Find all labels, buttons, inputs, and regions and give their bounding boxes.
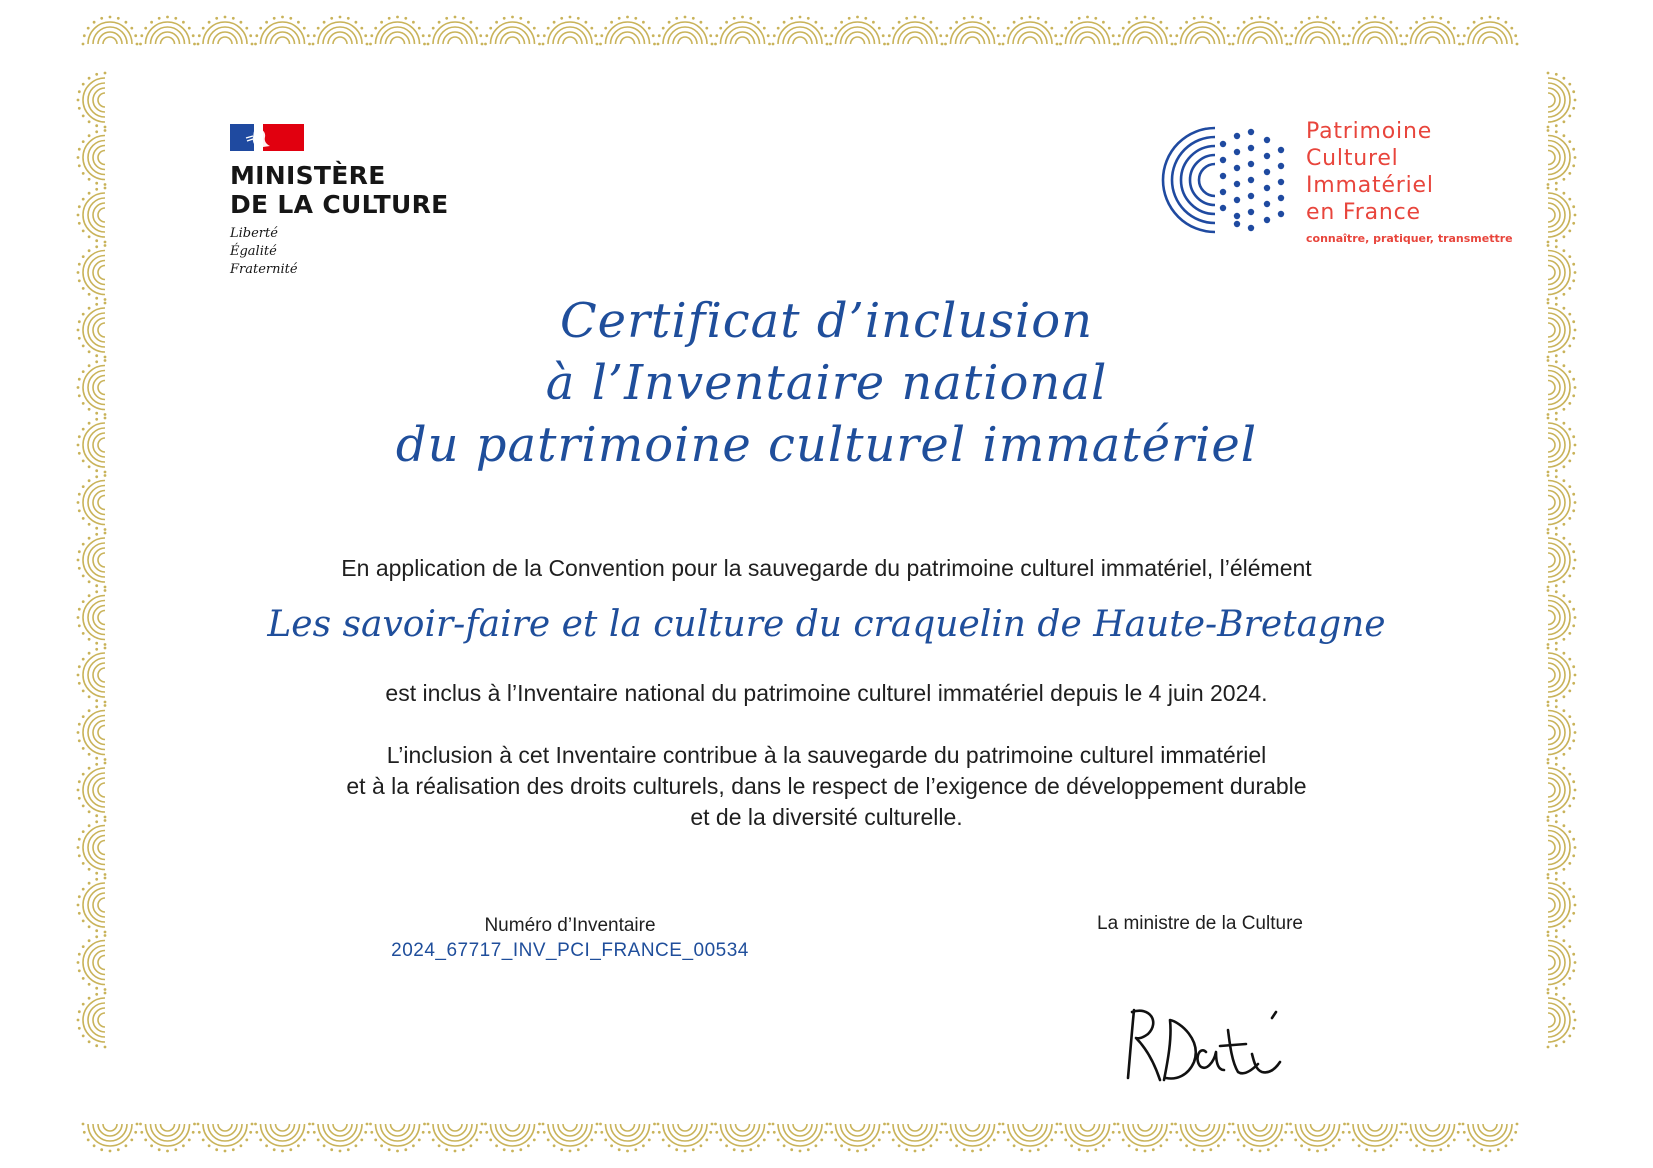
pci-line-immateriel: Immatériel xyxy=(1306,173,1434,198)
pci-line-patrimoine: Patrimoine xyxy=(1306,119,1433,144)
ministry-name xyxy=(230,161,449,219)
contribution-text xyxy=(0,740,1653,833)
inclusion-statement: est inclus à l’Inventaire national du patrimoine culturel immatériel depuis le 4 juin 2024. xyxy=(385,680,1268,706)
contribution-line2: et à la réalisation des droits culturels, dans le respect de l’exigence de développement durable xyxy=(346,773,1307,799)
motto-egalite: Égalité xyxy=(230,244,277,259)
pci-line-culturel: Culturel xyxy=(1306,146,1399,171)
ministry-name-line1: MINISTÈRE xyxy=(230,161,386,190)
title-line2: à l’Inventaire national xyxy=(545,355,1108,411)
inventory-number-label: Numéro d’Inventaire xyxy=(484,915,656,936)
contribution-line1: L’inclusion à cet Inventaire contribue à la sauvegarde du patrimoine culturel immatériel xyxy=(386,742,1267,768)
pci-tagline: connaître, pratiquer, transmettre xyxy=(1306,232,1513,245)
ministry-name-line2: DE LA CULTURE xyxy=(230,190,449,219)
ministry-logo xyxy=(230,124,449,279)
marianne-flag-icon xyxy=(230,124,304,151)
motto-liberte: Liberté xyxy=(230,226,278,241)
contribution-line3: et de la diversité culturelle. xyxy=(690,804,963,830)
element-name: Les savoir-faire et la culture du craquelin de Haute-Bretagne xyxy=(267,604,1386,645)
pci-arcs-dots-icon xyxy=(1155,120,1295,240)
title-line1: Certificat d’inclusion xyxy=(559,293,1094,349)
republic-motto xyxy=(230,225,449,279)
title-line3: du patrimoine culturel immatériel xyxy=(395,417,1258,473)
signatory-title: La ministre de la Culture xyxy=(1097,913,1303,934)
pci-line-en-france: en France xyxy=(1306,200,1421,225)
certificate-title xyxy=(0,290,1653,476)
inventory-number: 2024_67717_INV_PCI_FRANCE_00534 xyxy=(391,940,749,961)
intro-text: En application de la Convention pour la sauvegarde du patrimoine culturel immatériel, l’élément xyxy=(341,555,1312,581)
minister-signature xyxy=(1120,1000,1340,1090)
motto-fraternite: Fraternité xyxy=(230,262,298,277)
pci-logo-text xyxy=(1306,118,1513,245)
